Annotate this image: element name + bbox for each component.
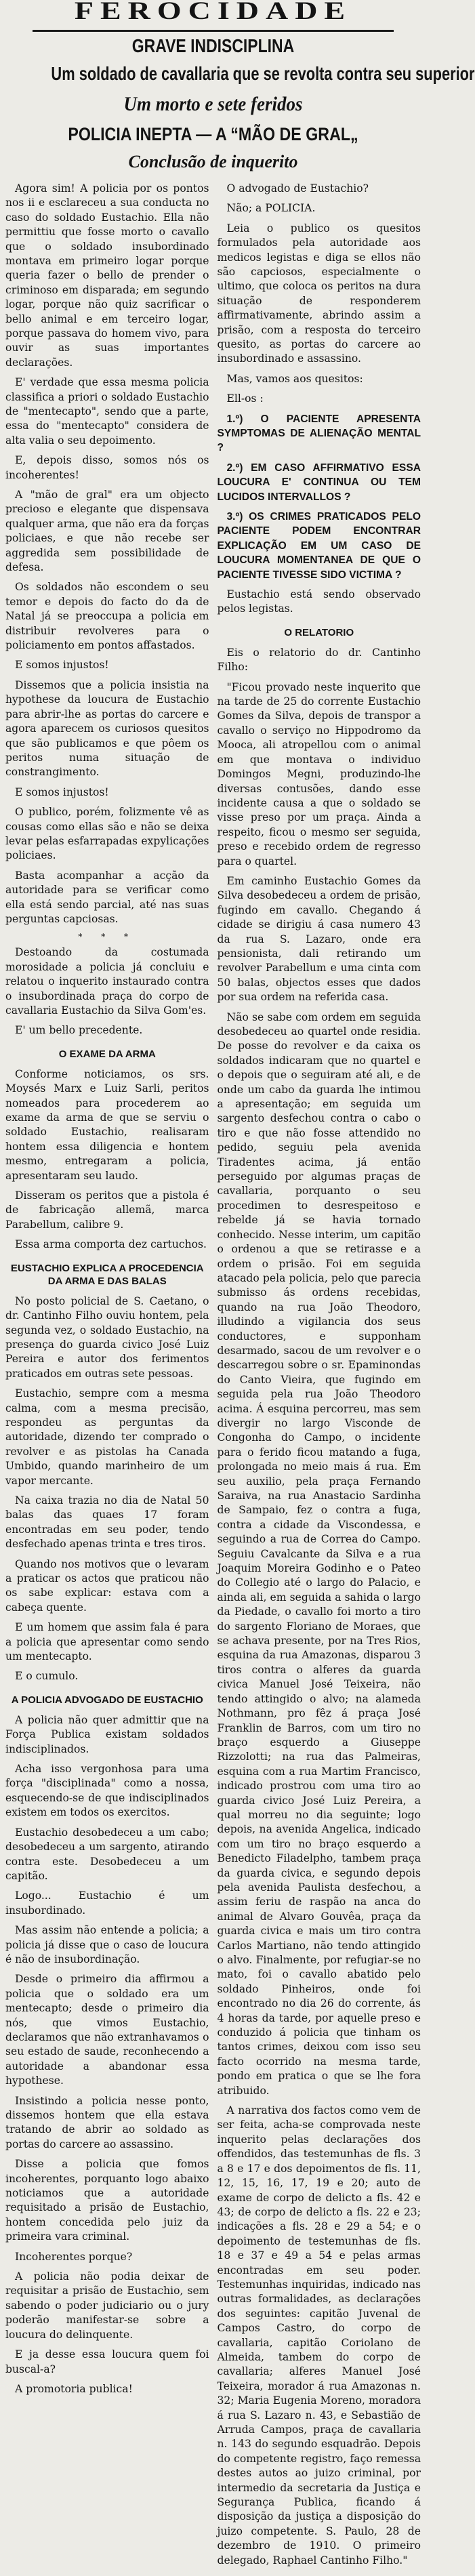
paragraph: Conforme noticiamos, os srs. Moysés Marx e Luiz Sarli, peritos nomeados para procederem ao exame da arma de que se serviu o soldado Eustachio, realisaram hontem essa diligencia e hontem mesmo, entregaram a policia, apresentaram seu laudo. <box>5 1067 209 1182</box>
subheading-eustachio-explica: EUSTACHIO EXPLICA A PROCEDENCIA DA ARMA E DAS BALAS <box>10 1262 204 1287</box>
paragraph: Insistindo a policia nesse ponto, dissemos hontem que ella estava tratando de abrir ao soldado as portas do carcere ao assassino. <box>5 2094 209 2150</box>
headline-soldado: Um soldado de cavallaria que se revolta contra seu superior <box>51 62 475 84</box>
paragraph: No posto policial de S. Caetano, o dr. Cantinho Filho ouviu hontem, pela segunda vez, o soldado Eustachio, na presença do guarda civico José Luiz Pereira e autor dos ferimentos praticados em outras sete pessoas. <box>5 1294 209 1380</box>
paragraph: E, depois disso, somos nós os incoherentes! <box>5 454 209 481</box>
paragraph: Disseram os peritos que a pistola é de fabricação allemã, marca Parabellum, calibre 9. <box>5 1189 209 1231</box>
paragraph: Basta acompanhar a acção da autoridade para se verificar como ella está sendo parcial, até nas suas perguntas capciosas. <box>5 869 209 925</box>
paragraph: O advogado de Eustachio? <box>226 182 369 195</box>
paragraph: Agora sim! A policia por os pontos nos ii e esclareceu a sua conducta no caso do soldado Eustachio. Ella não permittiu que fosse morto o cavallo que o soldado insubordinado montava em primeiro logar porque queria fazer o bello de prender o criminoso em disparada; em segundo logar, porque não quiz sacrificar o bello animal e em terceiro logar, porque passava do homem vivo, para ouvir as suas importantes declarações. <box>5 182 209 369</box>
headline-policia-inepta: POLICIA INEPTA — A “MÃO DE GRAL„ <box>68 123 358 144</box>
article-columns <box>5 182 421 2573</box>
paragraph: Não se sabe com ordem em seguida desobedeceu ao quartel onde residia. De posse do revolver e da caixa os soldados indicaram que no quartel e o depois que o seguiram até ali, e de onde um cabo da guarda lhe intimou a apresentação; em seguida um sargento desfechou contra o cabo o tiro e que não fosse attendido no pedido, seguiu pela avenida Tiradentes acima, já então perseguido por algumas praças de cavallaria, porquanto o seu procedimen to desrespeitoso e rebelde já se havia tornado conhecido. Nesse interim, um capitão o ordenou a que se retirasse e a ordem o prisão. Foi em seguida atacado pela policia, pelo que parecia submisso ás ordens recebidas, quando na rua João Theodoro, illudindo a vigilancia dos seus conductores, e supponham desarmado, sacou de um revolver e o descarregou sobre o sr. Epaminondas do Canto Vieira, que fugindo em seguida pela rua João Theodoro acima. Á esquina percorreu, mas sem divergir no largo Visconde de Congonha do Campo, o incidente para o ferido ficou matando a fuga, prolongada no meio mais á rua. Em seu auxilio, pela praça Fernando Saraiva, na rua Anastacio Sardinha de Sampaio, fez o contra a fuga, contra a cidade da Viscondessa, e seguindo a rua de Correa do Campo. Seguiu Cavalcante da Silva e a rua Joaquim Moreira Godinho e o Pateo do Collegio até o largo do Palacio, e ainda ali, em seguida a sahida o largo da Piedade, o cavallo foi morto a tiro do sargento Floriano de Moraes, que se achava presente, por na Tres Rios, esquina da rua Amazonas, disparou 3 tiros contra o alferes da guarda civica Manuel José Teixeira, não tendo attingido o alvo; na alameda Nothmann, pro fêz á praça José Franklin de Barros, com um tiro no braço esquerdo a Giuseppe Rizzolotti; na rua das Palmeiras, esquina com a rua Martim Francisco, indicado prostrou com uma tiro ao guarda civico José Luiz Pereira, a qual morreu no dia seguinte; logo depois, na avenida Angelica, indicado com um tiro no braço esquerdo a Benedicto Filadelpho, tambem praça da guarda civica, e segundo depois pela avenida Paulista desfechou, a assim feriu de raspão na anca do animal de Alvaro Gouvêa, praça da guarda civica e mais um tiro contra Carlos Martiano, não tendo attingido o alvo. Finalmente, por refugiar-se no mato, foi o cavallo abatido pelo soldado Pinheiros, onde foi encontrado no dia 26 do corrente, ás 4 horas da tarde, por aquelle preso e conduzido á policia que tinham os tantos crimes, deixou com isso seu facto ocorrido na mesma tarde, pondo em pratica o que se lhe fora atribuido. <box>217 1010 421 2097</box>
paragraph: O publico, porém, folizmente vê as cousas como ellas são e não se deixa levar pelas esfarrapadas expylicações policiaes. <box>5 806 209 862</box>
paragraph: Ell-os : <box>226 392 264 405</box>
paragraph: E' verdade que essa mesma policia classifica a priori o soldado Eustachio de "mentecapto", sendo que a parte, essa do "mentecapto" considera de alta valia o seu depoimento. <box>5 376 209 447</box>
section-stars: * * * <box>78 932 137 942</box>
paragraph: E' um bello precedente. <box>15 1024 143 1037</box>
paragraph: Dissemos que a policia insistia na hypothese da loucura de Eustachio para abrir-lhe as portas do carcere e agora aparecem os curiosos quesitos que são publicamos e que pôem os peritos numa situação de constrangimento. <box>5 678 209 779</box>
paragraph: E o cumulo. <box>15 1670 79 1683</box>
subheading-exame-arma: O EXAME DA ARMA <box>58 1048 156 1060</box>
paragraph: A policia não podia deixar de requisitar a prisão de Eustachio, sem sabendo o poder judiciario ou o jury poderão manifestar-se sobre a loucura do delinquente. <box>5 2270 209 2341</box>
paragraph: Disse a policia que fomos incoherentes, porquanto logo abaixo noticiamos que a autoridade requisitado a prisão de Eustachio, hontem concedida pelo juiz da primeira vara criminal. <box>5 2158 209 2243</box>
paragraph: "Ficou provado neste inquerito que na tarde de 25 do corrente Eustachio Gomes da Silva, depois de transpor a cavallo o serviço no Hippodromo da Mooca, ali atropellou com o animal em que montava o individuo Domingos Megni, produzindo-lhe diversas contusões, dando esse incidente causa a que o soldado se visse preso por um praça. Ainda a respeito, ficou o mesmo ser seguida, preso e recebido ordem de regresso para o quartel. <box>217 680 421 867</box>
subheading-relatorio: O RELATORIO <box>284 626 354 638</box>
paragraph: A "mão de gral" era um objecto precioso e elegante que dispensava qualquer arma, que não era da forças policiaes, e que não recebe ser aggredida sem possibilidade de defesa. <box>5 489 209 574</box>
paragraph: E ja desse essa loucura quem foi buscal-a? <box>5 2348 209 2375</box>
masthead-title: FEROCIDADE <box>74 0 352 24</box>
paragraph: Na caixa trazia no dia de Natal 50 balas das quaes 17 foram encontradas em seu poder, tendo desfechado apenas trinta e tres tiros. <box>5 1494 209 1551</box>
headline-conclusao: Conclusão de inquerito <box>128 152 298 172</box>
paragraph: E somos injustos! <box>15 785 109 798</box>
paragraph: A narrativa dos factos como vem de ser feita, acha-se comprovada neste inquerito pelas declarações dos offendidos, das testemunhas de fls. 3 a 8 e 17 e dos depoimentos de fls. 11, 12, 15, 16, 17, 19 e 20; auto de exame de corpo de delicto a fls. 42 e 43; de corpo de delicto a fls. 22 e 23; indicações a fls. 28 e 29 a 54; e o depoimento de testemunhas de fls. 18 e 37 e 49 a 54 e pelas armas encontradas em seu poder. Testemunhas inquiridas, indicado nas outras formalidades, as declarações dos seguintes: capitão Juvenal de Campos Castro, do corpo de cavallaria, capitão Coriolano de Almeida, tambem do corpo de cavallaria; alferes Manuel José Teixeira, morador á rua Amazonas n. 32; Maria Eugenia Moreno, moradora á rua S. Lazaro n. 43, e Sebastião de Arruda Campos, praça de cavallaria n. 143 do segundo esquadrão. Depois do competente registro, faço remessa destes autos ao juizo criminal, por intermedio da secretaria da Justiça e Segurança Publica, ficando á disposição da justiça a disposição do juizo competente. S. Paulo, 28 de dezembro de 1910. O primeiro delegado, Raphael Cantinho Filho." <box>217 2104 421 2567</box>
paragraph: Mas, vamos aos quesitos: <box>226 372 363 385</box>
paragraph: A promotoria publica! <box>15 2382 133 2395</box>
paragraph: Eustachio, sempre com a mesma calma, com a mesma precisão, respondeu as perguntas da autoridade, dizendo ter comprado o revolver e as pistolas ha Canada Umbido, quando marinheiro de um vapor mercante. <box>5 1387 209 1487</box>
paragraph: Quando nos motivos que o levaram a praticar os actos que praticou não os sabe explicar: estava com a cabeça quente. <box>5 1557 209 1614</box>
paragraph: Os soldados não escondem o seu temor e depois do facto do da de Natal já se preoccupa a policia em distribuir revolveres para o policiamento em pontos affastados. <box>5 581 209 652</box>
paragraph: Essa arma comporta dez cartuchos. <box>15 1238 207 1251</box>
paragraph: Em caminho Eustachio Gomes da Silva desobedeceu a ordem de prisão, fugindo em cavallo. Chegando á cidade se dirigiu á casa numero 43 da rua S. Lazaro, onde era pensionista, dali retirando um revolver Parabellum e uma cinta com 50 balas, objectos esses que dados por sua ordem na referida casa. <box>217 874 421 1004</box>
headline-grave-indisciplina: GRAVE INDISCIPLINA <box>131 35 295 56</box>
quesito: 2.º) EM CASO AFFIRMATIVO ESSA LOUCURA E' CONTINUA OU TEM LUCIDOS INTERVALLOS ? <box>217 462 421 503</box>
paragraph: Logo... Eustachio é um insubordinado. <box>5 1889 209 1917</box>
paragraph: Eustachio está sendo observado pelos legistas. <box>217 588 421 615</box>
paragraph: Destoando da costumada morosidade a policia já concluiu e relatou o inquerito instaurado contra o insubordinada praça do corpo de cavallaria Eustachio da Silva Gom'es. <box>5 946 209 1017</box>
masthead-rule <box>33 30 394 32</box>
paragraph: Leia o publico os quesitos formulados pela autoridade aos medicos legistas e diga se ellos não são capciosos, especialmente o ultimo, que coloca os peritos na dura situação de responderem affirmativamente, abrindo assim a prisão, com a resposta do terceiro quesito, as portas do carcere ao insubordinado e assassino. <box>217 222 421 365</box>
paragraph: E um homem que assim fala é para a policia que apresentar como sendo um mentecapto. <box>5 1621 209 1663</box>
quesito: 1.º) O PACIENTE APRESENTA SYMPTOMAS DE ALIENAÇÃO MENTAL ? <box>217 413 421 454</box>
paragraph: Mas assim não entende a policia; a policia já disse que o caso de loucura é não de insubordinação. <box>5 1924 209 1965</box>
paragraph: Não; a POLICIA. <box>226 202 316 215</box>
paragraph: Desde o primeiro dia affirmou a policia que o soldado era um mentecapto; desde o primeiro dia nós, que vimos Eustachio, declaramos que não extranhavamos o seu estado de saude, reconhecendo a autoridade a abandonar essa hypothese. <box>5 1973 209 2087</box>
left-column <box>5 182 209 2573</box>
paragraph: Eis o relatorio do dr. Cantinho Filho: <box>217 646 421 674</box>
subheading-policia-advogado: A POLICIA ADVOGADO DE EUSTACHIO <box>11 1694 203 1706</box>
paragraph: Acha isso vergonhosa para uma força "disciplinada" como a nossa, esquecendo-se de que indisciplinados existem em todos os exercitos. <box>5 1763 209 1819</box>
paragraph: Eustachio desobedeceu a um cabo; desobedeceu a um sargento, atirando contra este. Desobedeceu a um capitão. <box>5 1826 209 1882</box>
paragraph: Incoherentes porque? <box>15 2250 133 2263</box>
headline-um-morto: Um morto e sete feridos <box>123 92 303 115</box>
paragraph: A policia não quer admittir que na Força Publica existam soldados indisciplinados. <box>5 1713 209 1755</box>
paragraph: E somos injustos! <box>15 659 109 672</box>
quesito: 3.º) OS CRIMES PRATICADOS PELO PACIENTE PODEM ENCONTRAR EXPLICAÇÃO EM UM CASO DE LOUCURA MOMENTANEA DE QUE O PACIENTE TIVESSE SIDO VICTIMA ? <box>217 511 421 581</box>
right-column <box>218 182 421 2573</box>
